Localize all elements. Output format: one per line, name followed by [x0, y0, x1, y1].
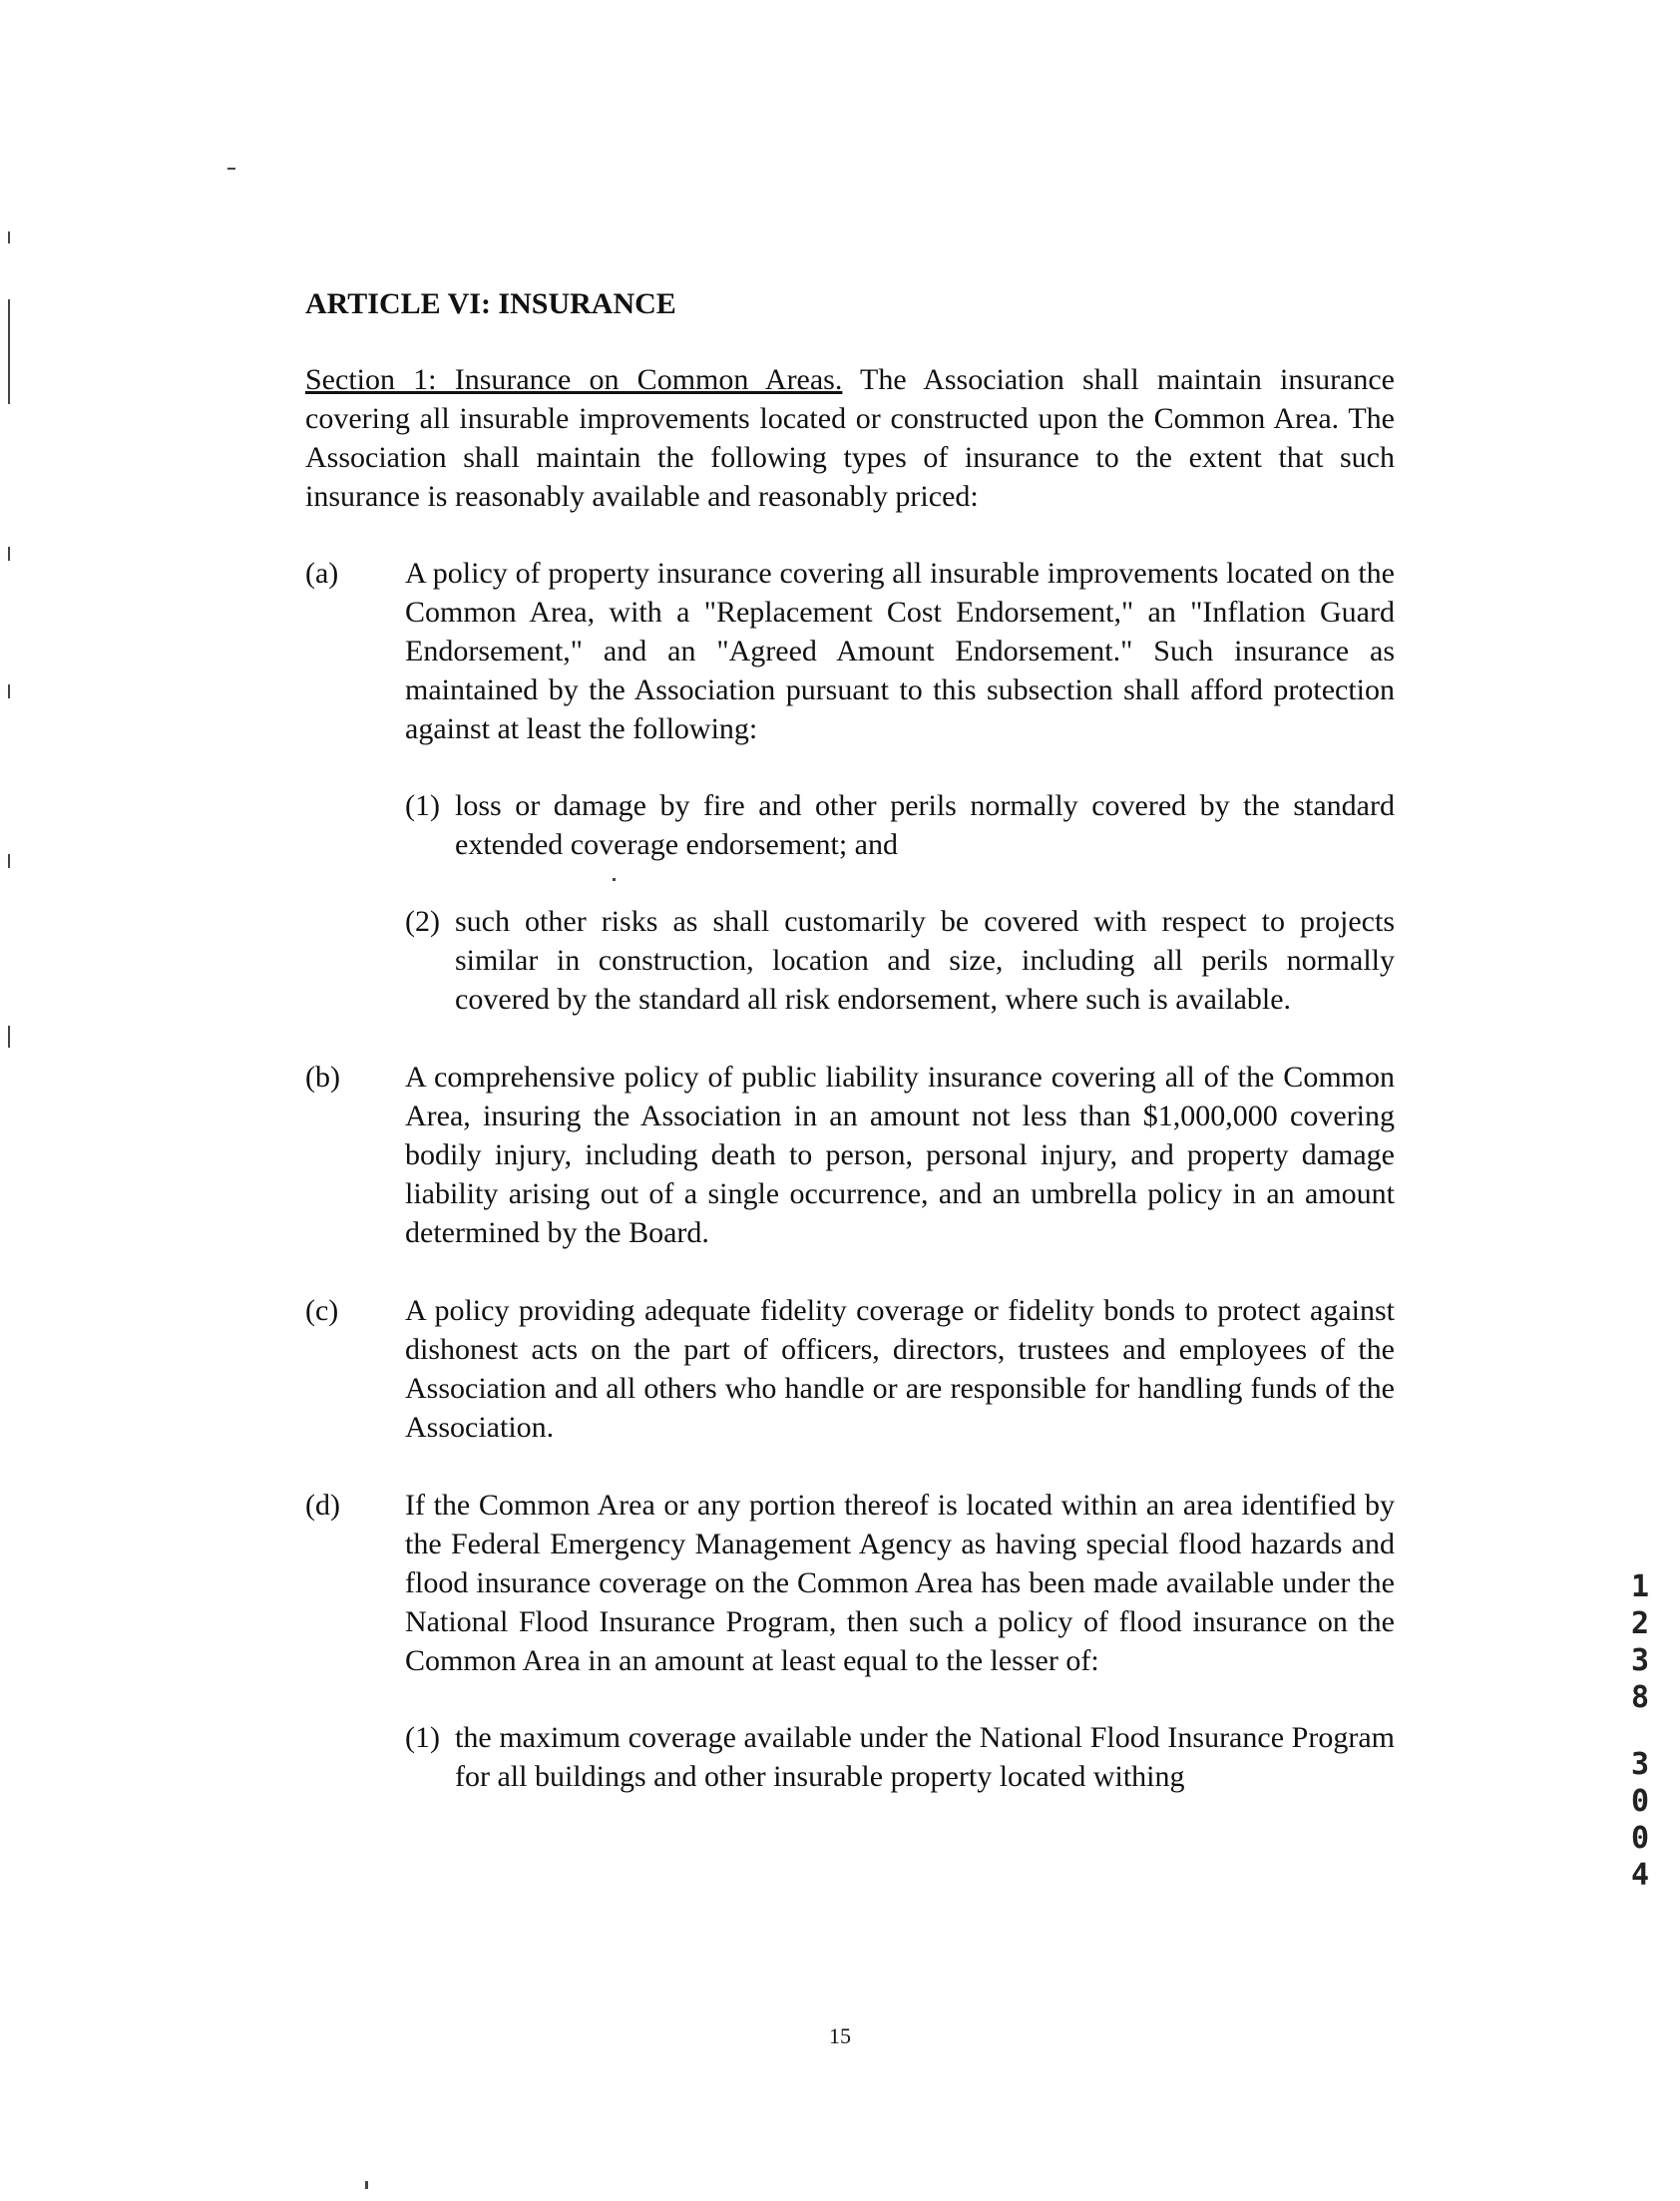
list-item-d — [305, 1486, 1395, 1680]
list-item-a — [305, 554, 1395, 748]
scan-mark — [8, 1026, 10, 1048]
scan-mark — [8, 547, 10, 561]
sub-item-label: (1) — [405, 789, 440, 822]
stamp-digit: 4 — [1630, 1858, 1650, 1893]
sub-item-text: loss or damage by fire and other perils normally covered by the standard extended coverage endorsement; and — [455, 789, 1395, 861]
list-item-b — [305, 1058, 1395, 1252]
list-item-text: A comprehensive policy of public liability insurance covering all of the Common Area, insuring the Association in an amount not less than $1,000,000 covering bodily injury, including death to person, personal injury, and property damage liability arising out of a single occurrence, and an umbrella policy in an amount determined by the Board. — [405, 1061, 1395, 1249]
section-1-paragraph — [305, 360, 1395, 516]
sub-item-text: the maximum coverage available under the National Flood Insurance Program for all buildings and other insurable property located withing — [455, 1721, 1395, 1793]
sub-item-a2 — [305, 902, 1395, 1019]
scan-mark — [227, 168, 235, 170]
scan-mark — [365, 2181, 368, 2189]
sub-item-label: (1) — [405, 1721, 440, 1754]
list-item-c — [305, 1291, 1395, 1447]
page-number: 15 — [829, 2023, 851, 2048]
list-item-label: (a) — [305, 557, 339, 590]
section-1-title: Section 1: Insurance on Common Areas. — [305, 363, 843, 396]
document-number-stamp — [1628, 1568, 1652, 1894]
stamp-digit: 0 — [1630, 1784, 1650, 1819]
stamp-digit: 0 — [1630, 1821, 1650, 1856]
article-heading: ARTICLE VI: INSURANCE — [305, 287, 676, 320]
list-item-text: A policy of property insurance covering all insurable improvements located on the Common Area, with a "Replacement Cost Endorsement," an "Inflation Guard Endorsement," and an "Agreed Amount Endorsement." Such insurance as maintained by the Association pursuant to this subsection shall afford protection against at least the following: — [405, 557, 1395, 745]
scan-mark — [8, 231, 10, 243]
list-item-label: (d) — [305, 1489, 340, 1522]
stamp-gap — [1628, 1716, 1652, 1746]
sub-item-label: (2) — [405, 905, 440, 938]
scan-mark — [8, 684, 10, 698]
list-item-label: (c) — [305, 1294, 339, 1327]
stamp-digit: 2 — [1630, 1606, 1650, 1641]
section-1-text: The Association shall maintain insurance covering all insurable improvements located or constructed upon the Common Area. The Association shall maintain the following types of insurance to the extent that such insurance is reasonably available and reasonably priced: — [305, 363, 1395, 513]
stamp-digit: 8 — [1630, 1680, 1650, 1715]
list-item-label: (b) — [305, 1061, 340, 1094]
document-body — [305, 284, 1395, 1796]
list-item-text: If the Common Area or any portion thereof is located within an area identified by the Federal Emergency Management Agency as having special flood hazards and flood insurance coverage on the Common Area has been made available under the National Flood Insurance Program, then such a policy of flood insurance on the Common Area in an amount at least equal to the lesser of: — [405, 1489, 1395, 1677]
sub-item-text: such other risks as shall customarily be covered with respect to projects similar in construction, location and size, including all perils normally covered by the standard all risk endorsement, where such is available. — [455, 905, 1395, 1016]
scan-mark — [8, 299, 10, 404]
stamp-digit: 3 — [1630, 1643, 1650, 1678]
stamp-digit: 1 — [1630, 1569, 1650, 1604]
scan-mark — [8, 854, 10, 868]
stamp-digit: 3 — [1630, 1747, 1650, 1782]
list-item-text: A policy providing adequate fidelity coverage or fidelity bonds to protect against dishonest acts on the part of officers, directors, trustees and employees of the Association and all others who handle or are responsible for handling funds of the Association. — [405, 1294, 1395, 1444]
sub-item-a1 — [305, 786, 1395, 864]
sub-item-d1 — [305, 1718, 1395, 1796]
